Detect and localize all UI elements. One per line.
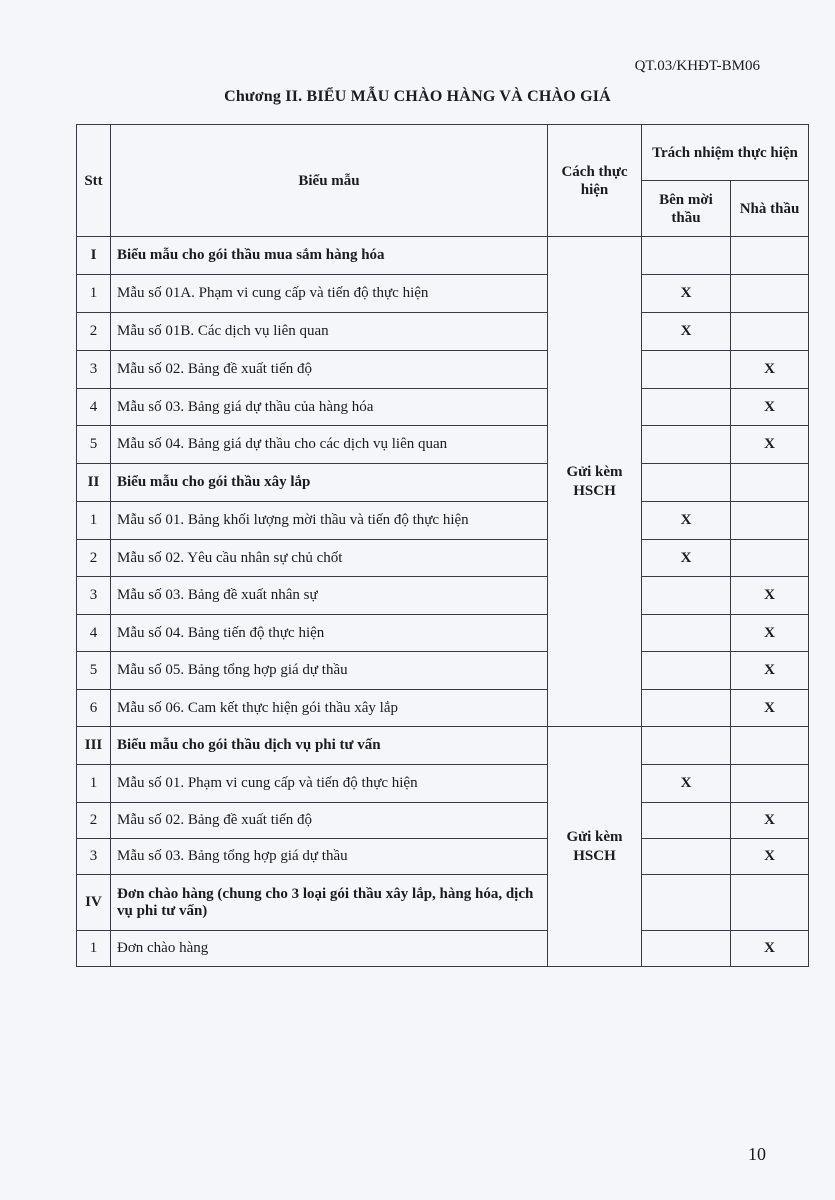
form-name-cell: Mẫu số 05. Bảng tổng hợp giá dự thầu [111,652,548,690]
forms-table [76,124,809,967]
form-name-cell: Mẫu số 04. Bảng giá dự thầu cho các dịch vụ liên quan [111,426,548,464]
inviter-mark-cell [642,931,731,967]
inviter-mark-cell [642,690,731,727]
inviter-mark-cell [642,237,731,275]
section-row [77,727,809,765]
section-title-cell: Biểu mẫu cho gói thầu xây lắp [111,464,548,502]
contractor-mark-cell [731,275,809,313]
table-row [77,313,809,351]
inviter-mark-cell: X [642,275,731,313]
inviter-mark-cell [642,652,731,690]
contractor-mark-cell [731,727,809,765]
contractor-mark-cell: X [731,615,809,652]
contractor-mark-cell: X [731,931,809,967]
contractor-mark-cell [731,464,809,502]
header-inviter: Bên mời thầu [642,181,731,237]
inviter-mark-cell [642,389,731,426]
contractor-mark-cell [731,875,809,931]
stt-cell: 5 [77,652,111,690]
section-row [77,875,809,931]
stt-cell: 1 [77,275,111,313]
stt-cell: 1 [77,765,111,803]
contractor-mark-cell [731,540,809,577]
form-name-cell: Đơn chào hàng [111,931,548,967]
stt-cell: I [77,237,111,275]
form-name-cell: Mẫu số 01. Bảng khối lượng mời thầu và tiến độ thực hiện [111,502,548,540]
table-row [77,839,809,875]
contractor-mark-cell: X [731,426,809,464]
stt-cell: 2 [77,540,111,577]
section-title-cell: Đơn chào hàng (chung cho 3 loại gói thầu xây lắp, hàng hóa, dịch vụ phi tư vấn) [111,875,548,931]
contractor-mark-cell: X [731,577,809,615]
inviter-mark-cell [642,875,731,931]
form-name-cell: Mẫu số 02. Bảng đề xuất tiến độ [111,351,548,389]
inviter-mark-cell [642,426,731,464]
stt-cell: 1 [77,931,111,967]
method-cell: Gửi kèm HSCH [548,727,642,967]
contractor-mark-cell [731,313,809,351]
form-name-cell: Mẫu số 06. Cam kết thực hiện gói thầu xây lắp [111,690,548,727]
inviter-mark-cell: X [642,765,731,803]
contractor-mark-cell: X [731,652,809,690]
stt-cell: 4 [77,615,111,652]
stt-cell: 3 [77,839,111,875]
form-name-cell: Mẫu số 03. Bảng đề xuất nhân sự [111,577,548,615]
inviter-mark-cell: X [642,540,731,577]
inviter-mark-cell: X [642,502,731,540]
contractor-mark-cell: X [731,351,809,389]
page-number: 10 [748,1144,766,1164]
section-title-cell: Biểu mẫu cho gói thầu mua sắm hàng hóa [111,237,548,275]
table-row [77,351,809,389]
table-body [77,237,809,967]
header-contractor: Nhà thầu [731,181,809,237]
section-row [77,237,809,275]
inviter-mark-cell [642,727,731,765]
stt-cell: III [77,727,111,765]
stt-cell: 2 [77,313,111,351]
stt-cell: 5 [77,426,111,464]
table-row [77,275,809,313]
table-row [77,931,809,967]
stt-cell: IV [77,875,111,931]
table-row [77,577,809,615]
stt-cell: II [77,464,111,502]
section-title-cell: Biểu mẫu cho gói thầu dịch vụ phi tư vấn [111,727,548,765]
stt-cell: 6 [77,690,111,727]
inviter-mark-cell [642,464,731,502]
contractor-mark-cell [731,237,809,275]
stt-cell: 2 [77,803,111,839]
contractor-mark-cell [731,502,809,540]
contractor-mark-cell: X [731,839,809,875]
inviter-mark-cell [642,615,731,652]
table-row [77,803,809,839]
form-name-cell: Mẫu số 02. Bảng đề xuất tiến độ [111,803,548,839]
form-name-cell: Mẫu số 02. Yêu cầu nhân sự chủ chốt [111,540,548,577]
form-name-cell: Mẫu số 03. Bảng giá dự thầu của hàng hóa [111,389,548,426]
table-row [77,502,809,540]
header-method: Cách thực hiện [548,125,642,237]
table-row [77,389,809,426]
form-name-cell: Mẫu số 04. Bảng tiến độ thực hiện [111,615,548,652]
table-row [77,765,809,803]
table-row [77,426,809,464]
stt-cell: 3 [77,577,111,615]
table-row [77,540,809,577]
table-row [77,615,809,652]
inviter-mark-cell [642,839,731,875]
header-form: Biểu mẫu [111,125,548,237]
inviter-mark-cell [642,803,731,839]
contractor-mark-cell [731,765,809,803]
form-name-cell: Mẫu số 01B. Các dịch vụ liên quan [111,313,548,351]
inviter-mark-cell: X [642,313,731,351]
header-stt: Stt [77,125,111,237]
table-row [77,652,809,690]
contractor-mark-cell: X [731,690,809,727]
form-name-cell: Mẫu số 01A. Phạm vi cung cấp và tiến độ thực hiện [111,275,548,313]
header-responsibility: Trách nhiệm thực hiện [642,125,809,181]
table-row [77,690,809,727]
section-row [77,464,809,502]
contractor-mark-cell: X [731,803,809,839]
stt-cell: 3 [77,351,111,389]
form-name-cell: Mẫu số 03. Bảng tổng hợp giá dự thầu [111,839,548,875]
document-code: QT.03/KHĐT-BM06 [634,58,760,74]
chapter-title: Chương II. BIỂU MẪU CHÀO HÀNG VÀ CHÀO GIÁ [224,88,611,105]
stt-cell: 4 [77,389,111,426]
stt-cell: 1 [77,502,111,540]
method-cell: Gửi kèm HSCH [548,237,642,727]
form-name-cell: Mẫu số 01. Phạm vi cung cấp và tiến độ thực hiện [111,765,548,803]
contractor-mark-cell: X [731,389,809,426]
inviter-mark-cell [642,351,731,389]
inviter-mark-cell [642,577,731,615]
